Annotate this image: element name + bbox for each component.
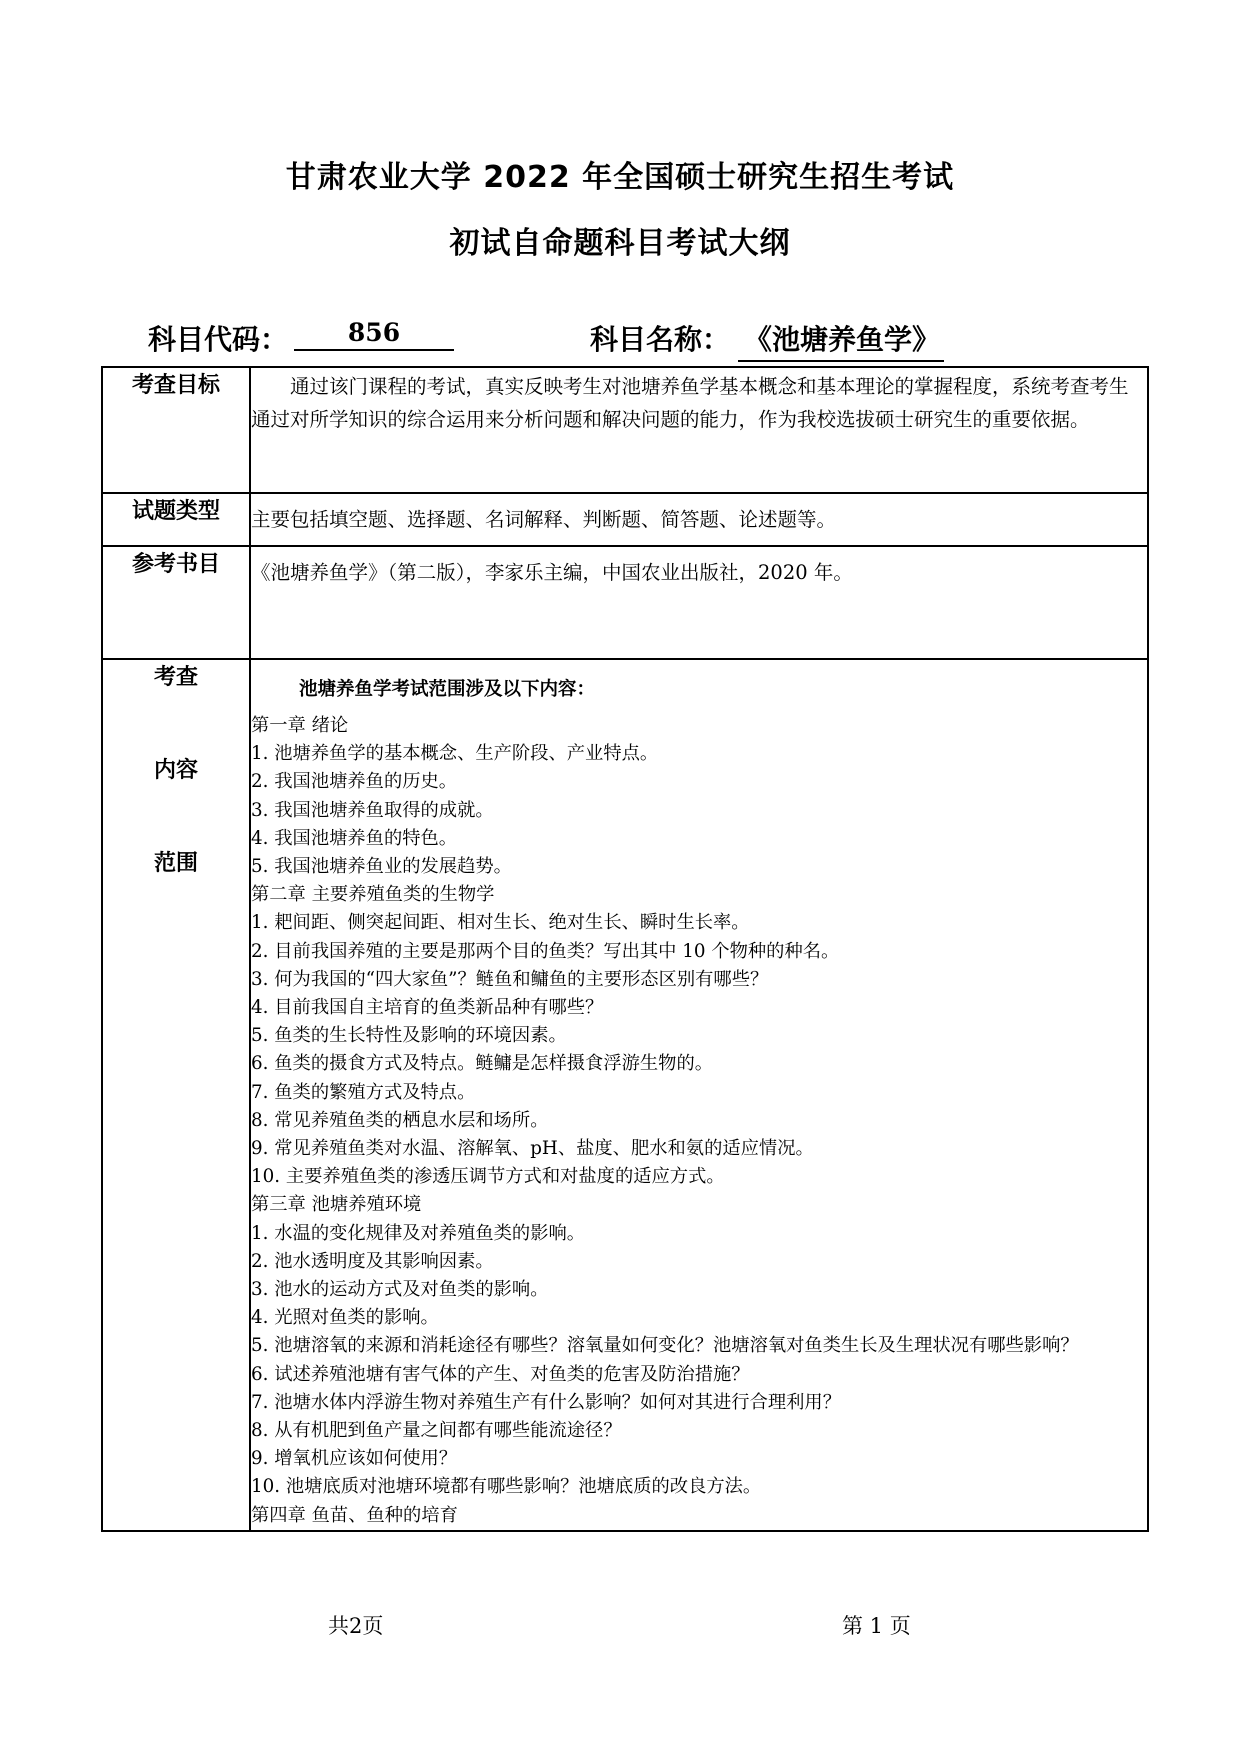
books-text: 《池塘养鱼学》（第二版），李家乐主编，中国农业出版社，2020 年。 [251,561,853,584]
list-item: 7. 池塘水体内浮游生物对养殖生产有什么影响？如何对其进行合理利用？ [251,1391,841,1413]
subject-code-value: 856 [294,318,454,351]
table-row-goal [102,367,1148,493]
outline-table [101,366,1149,1532]
scope-label-part: 考查 [153,665,198,690]
chapter-heading: 第三章 池塘养殖环境 [251,1194,422,1216]
subject-code-label: 科目代码： [148,323,289,356]
list-item: 1. 池塘养鱼学的基本概念、生产阶段、产业特点。 [251,743,659,765]
list-item: 6. 鱼类的摄食方式及特点。鲢鳙是怎样摄食浮游生物的。 [251,1053,714,1075]
list-item: 4. 目前我国自主培育的鱼类新品种有哪些？ [251,997,604,1019]
list-item: 1. 水温的变化规律及对养殖鱼类的影响。 [251,1222,586,1244]
list-item: 3. 池水的运动方式及对鱼类的影响。 [251,1279,549,1301]
list-item: 10. 主要养殖鱼类的渗透压调节方式和对盐度的适应方式。 [251,1166,725,1188]
books-cell [250,546,1148,659]
scope-heading: 池塘养鱼学考试范围涉及以下内容： [299,679,596,700]
list-item: 5. 鱼类的生长特性及影响的环境因素。 [251,1025,567,1047]
subject-info-row [148,318,1148,358]
list-item: 3. 何为我国的“四大家鱼”？鲢鱼和鳙鱼的主要形态区别有哪些？ [251,968,769,990]
scope-label-part: 内容 [153,758,198,783]
table-row-books [102,546,1148,659]
chapter-heading: 第二章 主要养殖鱼类的生物学 [251,884,495,906]
list-item: 8. 从有机肥到鱼产量之间都有哪些能流途径？ [251,1420,622,1442]
document-title: 甘肃农业大学 2022 年全国硕士研究生招生考试 [285,160,955,195]
list-item: 8. 常见养殖鱼类的栖息水层和场所。 [251,1109,549,1131]
table-row-scope [102,659,1148,1531]
list-item: 4. 我国池塘养鱼的特色。 [251,827,458,849]
list-item: 9. 常见养殖鱼类对水温、溶解氧、pH、盐度、肥水和氨的适应情况。 [251,1138,814,1160]
list-item: 5. 池塘溶氧的来源和消耗途径有哪些？溶氧量如何变化？池塘溶氧对鱼类生长及生理状况有哪些影响？ [251,1335,1079,1357]
list-item: 4. 光照对鱼类的影响。 [251,1307,439,1329]
document-subtitle: 初试自命题科目考试大纲 [449,226,791,261]
list-item: 2. 我国池塘养鱼的历史。 [251,771,458,793]
list-item: 9. 增氧机应该如何使用？ [251,1448,458,1470]
types-cell [250,493,1148,546]
list-item: 7. 鱼类的繁殖方式及特点。 [251,1081,476,1103]
list-item: 3. 我国池塘养鱼取得的成就。 [251,799,494,821]
list-item: 10. 池塘底质对池塘环境都有哪些影响？池塘底质的改良方法。 [251,1476,762,1498]
list-item: 2. 池水透明度及其影响因素。 [251,1250,494,1272]
scope-cell [250,659,1148,1531]
subject-name-label: 科目名称： [590,323,731,356]
goal-cell [250,367,1148,493]
footer-page-number: 第 1 页 [842,1614,911,1638]
goal-text: 通过该门课程的考试，真实反映考生对池塘养鱼学基本概念和基本理论的掌握程度，系统考查考生通过对所学知识的综合运用来分析问题和解决问题的能力，作为我校选拔硕士研究生的重要依据。 [251,375,1129,431]
list-item: 6. 试述养殖池塘有害气体的产生、对鱼类的危害及防治措施？ [251,1363,750,1385]
scope-label [102,659,250,1531]
types-text: 主要包括填空题、选择题、名词解释、判断题、简答题、论述题等。 [251,507,837,531]
types-label: 试题类型 [102,493,250,546]
list-item: 1. 耙间距、侧突起间距、相对生长、绝对生长、瞬时生长率。 [251,912,750,934]
chapter-heading: 第四章 鱼苗、鱼种的培育 [251,1504,458,1526]
footer-total-pages: 共2页 [328,1614,384,1638]
table-row-types [102,493,1148,546]
list-item: 5. 我国池塘养鱼业的发展趋势。 [251,856,512,878]
books-label: 参考书目 [102,546,250,659]
subject-name-value: 《池塘养鱼学》 [738,318,944,362]
chapter-heading: 第一章 绪论 [251,715,349,736]
scope-list [251,712,1147,1530]
goal-label: 考查目标 [102,367,250,493]
list-item: 2. 目前我国养殖的主要是那两个目的鱼类？写出其中 10 个物种的种名。 [251,940,840,962]
scope-label-part: 范围 [153,851,198,876]
scope-label-stack [103,660,249,877]
